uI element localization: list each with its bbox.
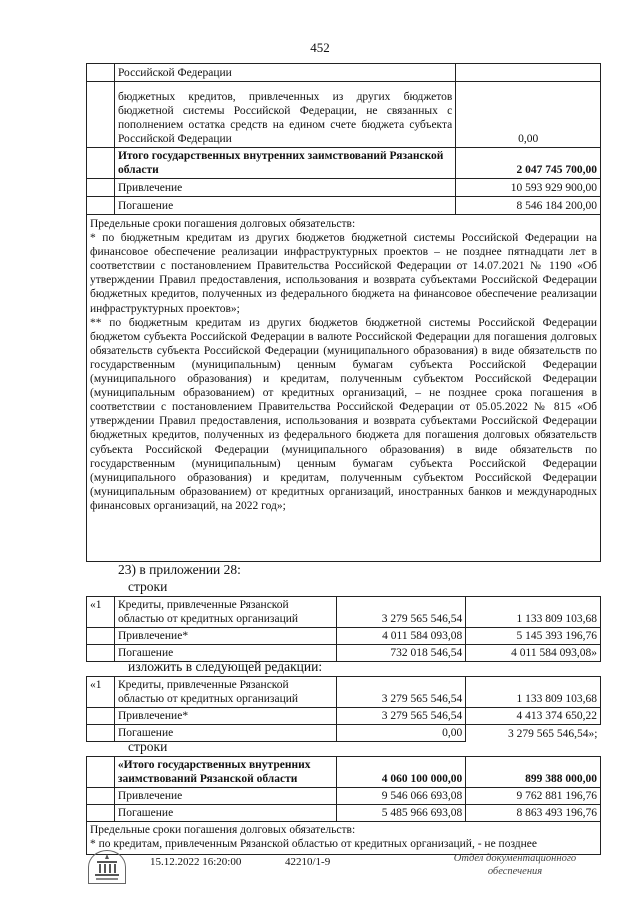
table-cell: 0,00 xyxy=(336,725,466,742)
totals-table xyxy=(86,756,601,855)
department-stamp xyxy=(430,852,600,878)
footnote-block xyxy=(87,215,601,562)
table-cell: 3 279 565 546,54 xyxy=(336,708,466,725)
total-value: 2 047 745 700,00 xyxy=(456,148,601,179)
table-cell: 4 011 584 093,08 xyxy=(336,628,466,645)
table-cell: 9 546 066 693,08 xyxy=(336,788,466,805)
credits-table-new xyxy=(86,676,601,742)
footer-datetime: 15.12.2022 16:20:00 xyxy=(150,856,242,868)
total-label: Итого государственных внутренних заимствований Рязанской области xyxy=(114,148,455,179)
table-row-label: Кредиты, привлеченные Рязанской областью от кредитных организаций xyxy=(114,597,336,628)
footnote-title: Предельные сроки погашения долговых обязательств: xyxy=(90,824,356,836)
footnote-block-2 xyxy=(87,822,601,855)
table-cell: 8 863 493 196,76 xyxy=(466,805,601,822)
table-cell: 3 279 565 546,54 xyxy=(336,597,466,628)
section-heading: 23) в приложении 28: xyxy=(118,562,241,577)
page-number: 452 xyxy=(310,40,330,55)
table-row-label: Кредиты, привлеченные Рязанской областью от кредитных организаций xyxy=(114,677,336,708)
table-cell: 1 133 809 103,68 xyxy=(466,597,601,628)
total-label: «Итого государственных внутренних заимствований Рязанской области xyxy=(114,757,336,788)
table-cell: 9 762 881 196,76 xyxy=(466,788,601,805)
table-cell: 3 279 565 546,54 xyxy=(336,677,466,708)
table-cell: 4 413 374 650,22 xyxy=(466,708,601,725)
table-row-label: Привлечение* xyxy=(114,628,336,645)
table-cell: 3 279 565 546,54»; xyxy=(466,725,601,742)
table-cell: 4 011 584 093,08» xyxy=(466,645,601,662)
table-cell: 5 485 966 693,08 xyxy=(336,805,466,822)
table-cell: 5 145 393 196,76 xyxy=(466,628,601,645)
quote-mark: «1 xyxy=(87,677,115,708)
footnote-1: * по бюджетным кредитам из других бюджетов бюджетной системы Российской Федерации на финансовое обеспечение реализации инфраструктурных проектов – не позднее пятнадцати лет в соответствии с постановлением Правительства Российской Федерации от 14.07.2021 № 1190 «Об утверждении Правил предоставления, использования и возврата субъектами Российской Федерации бюджетных кредитов, полученных из федерального бюджета на финансовое обеспечение реализации инфраструктурных проектов»; xyxy=(90,232,597,315)
table-row-label: бюджетных кредитов, привлеченных из других бюджетов бюджетной системы Российской Федерации, не связанных с пополнением остатка средств на едином счете бюджета субъекта Российской Федерации xyxy=(114,82,455,148)
table-cell: 732 018 546,54 xyxy=(336,645,466,662)
footnote-2: ** по бюджетным кредитам из других бюджетов бюджетной системы Российской Федерации бюджетом субъекта Российской Федерации в валюте Российской Федерации для погашения долговых обязательств субъекта Российской Федерации (муниципального образования) в виде обязательств по государственным (муниципальным) ценным бумагам субъекта Российской Федерации (муниципального образования) и кредитам, полученным субъектом Российской Федерации (муниципальным образованием) от кредитных организаций, – не позднее срока погашения в соответствии с постановлением Правительства Российской Федерации от 05.05.2022 № 815 «Об утверждении Правил предоставления, использования и возврата субъектами Российской Федерации бюджетных кредитов, полученных из федерального бюджета для погашения долговых обязательств субъекта Российской Федерации (муниципального образования) в виде обязательств по государственным (муниципальным) ценным бумагам субъекта Российской Федерации (муниципального образования) и кредитам, полученным субъектом Российской Федерации (муниципальным образованием) от кредитных организаций, иностранных банков и международных финансовых организаций, на 2022 год»; xyxy=(90,316,597,512)
table-row-label: Российской Федерации xyxy=(114,64,455,82)
table-cell: 1 133 809 103,68 xyxy=(466,677,601,708)
stamp-line-1: Отдел документационного xyxy=(453,853,577,864)
table-row-value: 8 546 184 200,00 xyxy=(456,197,601,215)
footer-doc-number: 42210/1-9 xyxy=(285,856,331,868)
table-row-label: Погашение xyxy=(114,197,455,215)
table-row-value: 10 593 929 900,00 xyxy=(456,179,601,197)
table-row-label: Погашение xyxy=(114,645,336,662)
edit-label: изложить в следующей редакции: xyxy=(128,659,323,674)
quote-mark: «1 xyxy=(87,597,115,628)
footnote-title: Предельные сроки погашения долговых обязательств: xyxy=(90,218,356,230)
table-cell: 4 060 100 000,00 xyxy=(336,757,466,788)
lines-label-2: строки xyxy=(128,739,168,754)
table-row-label: Погашение xyxy=(114,725,336,742)
table-cell: 899 388 000,00 xyxy=(466,757,601,788)
stamp-line-2: обеспечения xyxy=(487,866,543,877)
table-row-label: Погашение xyxy=(114,805,336,822)
footnote-1: * по кредитам, привлеченным Рязанской областью от кредитных организаций, - не позднее xyxy=(90,838,538,851)
table-row-value: 0,00 xyxy=(456,82,601,148)
lines-label: строки xyxy=(128,579,168,594)
borrowing-table-1 xyxy=(86,63,601,562)
duma-logo-icon xyxy=(88,850,126,884)
credits-table-old xyxy=(86,596,601,662)
table-row-label: Привлечение* xyxy=(114,708,336,725)
table-row-label: Привлечение xyxy=(114,179,455,197)
table-row-label: Привлечение xyxy=(114,788,336,805)
